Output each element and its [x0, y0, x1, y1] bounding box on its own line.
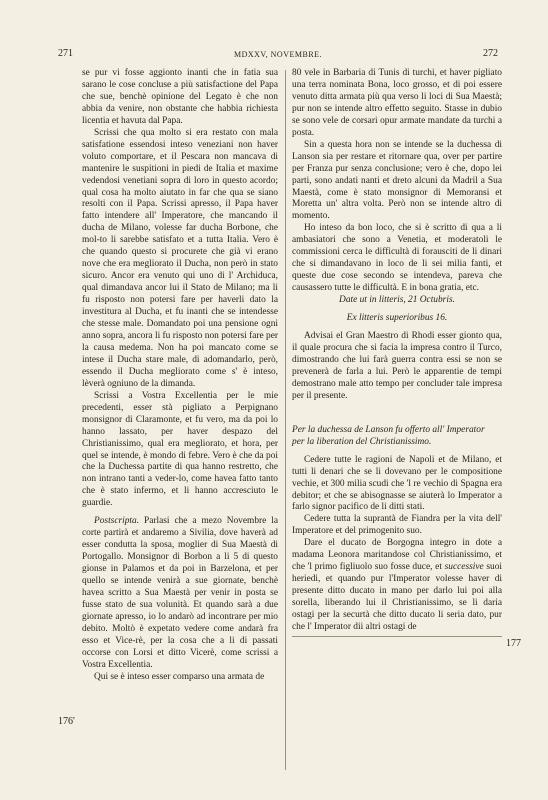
paragraph: Cedere tutte le ragioni de Napoli et de Milano, et tutti li denari che se li dovevano per le compositione vechie, et 300 milia scudi che 'l re vechio di Spagna era debitor; et che se abisognasse se aiuterà lo Imperator a farlo signor pacifico de li ditti stati. [292, 454, 502, 513]
paragraph: Sin a questa hora non se intende se la duchessa di Lanson sia per restare et ritornare qua, over per partire per Franza pur senza conclusione; vero è che, dopo lei parti, sono andati nanti et dreto alcuni da Madril a Sua Maestà, come è stato monsignor di Memoransi et Moretta un' altra volta. Però non se intende altro di momento. [292, 139, 502, 222]
right-column [292, 68, 502, 634]
postscript-text: Parlasi che a mezo Novembre la corte partirà et andaremo a Sivilia, dove haverà ad esser condutta la sposa, moglier di Sua Maestà di Portogallo. Monsignor di Borbon a li 5 di questo gionse in Palamos et da poi in Barzelona, et per quello se intende venirà a sue giornate, benchè havea scritto a Sua Maestà per venir in posta se fusse stato de sua volunità. Et quando sarà a due giornate apresso, io lo andarò ad incontrare per mio debito. Moltò è expetato vedere come andarà fra esso et Vice-rè, per la cosa che a li di passati occorse con Lorsi et ditto Vicerè, come scrissi a Vostra Excellentia. [82, 516, 278, 670]
paragraph: Cedere tutta la suprantà de Fiandra per la vita dell' Imperatore et del primogenito suo. [292, 514, 502, 537]
section-divider [292, 636, 502, 637]
left-column [82, 68, 278, 684]
paragraph: 80 vele in Barbaria di Tunis di turchi, et haver pigliato una terra nominata Bona, loco grosso, et di poi essere venuto ditta armata più qua verso li loci di Sua Maestà; pur non se intende altro effetto seguito. Stasse in dubio se sono vele de corsari opur armate mandate da turchi a posta. [292, 68, 502, 138]
paragraph: Scrissi a Vostra Excellentia per le mie precedenti, esser stà pigliato a Perpignano monsignor di Claramonte, et fu vero, ma da poi lo hanno lassato, per haver despazo del Christianissimo, qual era megliorato, et hora, per quel se intende, è mondo di febre. Vero è che da poi che la Duchessa partite di qua hanno restretto, che non intrano tanti a veder-lo, come havea fatto tanto che è stato infermo, et li hanno accresciuto le guardie. [82, 390, 278, 509]
paragraph-text-italic: successive [444, 562, 484, 573]
paragraph: se pur vi fosse aggionto inanti che in fatia sua sarano le cose concluse a più satisfactione del Papa che sue, benchè opinione del Legato è che non abbia da venire, non obstante che habbia richiesta licentia et havuta dal Papa. [82, 68, 278, 126]
paragraph-text: Dare el ducato de Borgogna integro in dote a madama Leonora maritandose col Christianissimo, et che 'l primo figliuolo suo fosse duce, et [292, 538, 502, 573]
section-title: Ex litteris superioribus 16. [346, 313, 448, 324]
page-header [58, 48, 498, 64]
margin-note-left: 176' [58, 716, 75, 727]
paragraph: Scrissi che qua molto si era restato con mala satisfatione essendosi inteso veneziani non haver voluto comportare, et il Pescara non mancava di mantenire le suspitioni in piedi de Italia et maxime vedendosi venetiani sopra di loro in questo acordo; qual cosa ha molto aiutato in far che qua se siano resolti con il Papa. Scrissi apresso, il Papa haver fatto intendere all' Imperatore, che mancando il ducha de Milano, volesse far ducha Borbone, che mol-to li sarebbe satisfato et a tutta Italia. Vero è che quando questo si procurete che già vi erano nove che era megliorato il Ducha, non però in stato sicuro. Ancor era venuto qui uno di l' Archiduca, qual dimandava ancor lui il Stato de Milano; ma li fu risposto non potersi fare per haverli dato la investitura al Ducha, et fu inanti che se intendesse che stesse male. Domandato poi una pensione ogni anno sopra, ancora li fu risposto non potersi fare per la causa medema. Non ha poi mancato come se intese il Ducha stare male, di adomandarlo, però, essendo il Ducha megliorato come s' è inteso, lèverà ogniuno de la dimanda. [82, 127, 278, 389]
paragraph: Qui se è inteso esser comparso una armata de [94, 671, 265, 682]
postscript-paragraph [82, 516, 278, 671]
page-number-right: 272 [483, 48, 498, 59]
paragraph-text: suoi heriedi, et quando pur l'Imperator volesse haver di presente ditto ducato in mano per darlo lui poi alla sorella, liberando lui il Christianissimo, se li daria ostagi per la securtà che ditto ducato li seria dato, pur che l' Imperator dii altri ostagi de [292, 562, 502, 632]
section-heading: Per la duchessa de Lanson fu offerto all' Imperator per la liberation del Christianissimo. [292, 424, 485, 447]
running-head: MDXXV, NOVEMBRE. [233, 50, 323, 59]
dateline: Date ut in litteris, 21 Octubris. [339, 295, 455, 306]
page-number-left: 271 [58, 48, 73, 59]
postscript-label: Postscripta. [94, 516, 140, 527]
paragraph: Advisai el Gran Maestro di Rhodi esser gionto qua, il quale procura che si facia la impresa contro il Turco, dimostrando che lui farà guerra contra essi se non se prevenerà de farla a lui. Però le apparentie de tempi demostrano male atto tempo per concluder tale impresa per il presente. [292, 331, 502, 401]
column-divider [285, 70, 286, 770]
paragraph: Ho inteso da bon loco, che si è scritto di qua a li ambasiatori che sono a Venetia, et moderatoli le commissioni cerca le difficultà di forausciti de li dinari che si dimandavano in loco de li sei milia fanti, et queste due cose secondo se intendeva, pareva che causassero tutte le difficultà. E in bona gratia, etc. [292, 223, 502, 294]
margin-note-right: 177 [506, 638, 521, 649]
paragraph [292, 538, 502, 634]
